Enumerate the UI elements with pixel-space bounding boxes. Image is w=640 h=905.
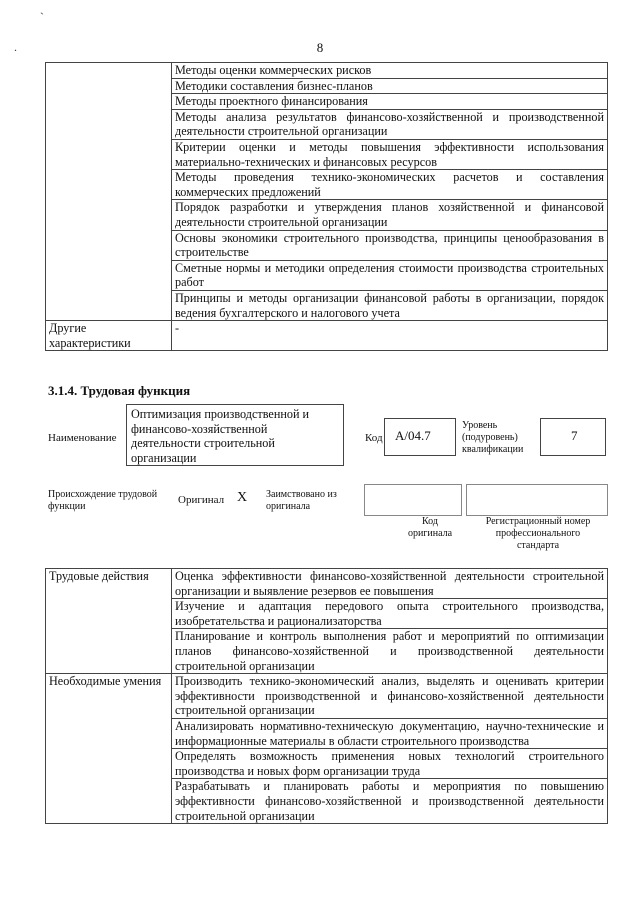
function-table bbox=[45, 568, 608, 824]
page-number: 8 bbox=[316, 40, 324, 55]
skill-row: Определять возможность применения новых технологий строительного производства и новых форм организации труда bbox=[172, 749, 608, 779]
skill-row: Разрабатывать и планировать работы и мероприятия по повышению эффективности финансово-хозяйственной и производственной деятельности строительной организации bbox=[172, 779, 608, 824]
action-row: Планирование и контроль выполнения работ и мероприятий по оптимизации планов финансово-хозяйственной и производственной деятельности строительной организации bbox=[172, 629, 608, 674]
code-box: A/04.7 bbox=[384, 418, 456, 456]
knowledge-table bbox=[45, 62, 608, 351]
skill-row: Производить технико-экономический анализ, выделять и оценивать критерии эффективности производственной и финансово-хозяйственной деятельности строительной организации bbox=[172, 674, 608, 719]
knowledge-row: Методы анализа результатов финансово-хозяйственной и производственной деятельности строительной организации bbox=[172, 109, 608, 139]
knowledge-row: Методы проведения технико-экономических расчетов и составления коммерческих предложений bbox=[172, 170, 608, 200]
knowledge-row: Критерии оценки и методы повышения эффективности использования материально-технических и финансовых ресурсов bbox=[172, 139, 608, 169]
original-code-box bbox=[364, 484, 462, 516]
action-row: Оценка эффективности финансово-хозяйственной деятельности строительной организации и выявление резервов ее повышения bbox=[172, 569, 608, 599]
knowledge-row: Методики составления бизнес-планов bbox=[172, 78, 608, 94]
scan-dot: . bbox=[14, 40, 17, 54]
original-label: Оригинал bbox=[178, 494, 225, 506]
reg-number-box bbox=[466, 484, 608, 516]
section-title: 3.1.4. Трудовая функция bbox=[48, 383, 191, 398]
other-characteristics-value: - bbox=[172, 321, 608, 351]
skill-row: Анализировать нормативно-техническую документацию, научно-технические и информационные материалы в области строительного производства bbox=[172, 718, 608, 748]
action-row: Изучение и адаптация передового опыта строительного производства, изобретательства и рационализаторства bbox=[172, 599, 608, 629]
code-caption: Код оригинала bbox=[407, 516, 453, 539]
level-box: 7 bbox=[540, 418, 606, 456]
code-label: Код bbox=[365, 432, 383, 444]
knowledge-row: Методы проектного финансирования bbox=[172, 94, 608, 110]
reg-caption: Регистрационный номер профессионального стандарта bbox=[485, 516, 591, 551]
skills-label: Необходимые умения bbox=[46, 674, 172, 824]
knowledge-row: Порядок разработки и утверждения планов хозяйственной и финансовой деятельности строительной организации bbox=[172, 200, 608, 230]
knowledge-row: Методы оценки коммерческих рисков bbox=[172, 63, 608, 79]
other-characteristics-label: Другие характеристики bbox=[46, 321, 172, 351]
name-label: Наименование bbox=[48, 432, 117, 444]
actions-label: Трудовые действия bbox=[46, 569, 172, 674]
knowledge-row: Основы экономики строительного производства, принципы ценообразования в строительстве bbox=[172, 230, 608, 260]
knowledge-label-cell bbox=[46, 63, 172, 321]
knowledge-row: Сметные нормы и методики определения стоимости производства строительных работ bbox=[172, 260, 608, 290]
original-mark: X bbox=[237, 490, 248, 505]
origin-label: Происхождение трудовой функции bbox=[48, 489, 158, 512]
function-name-box: Оптимизация производственной и финансово-хозяйственной деятельности строительной организации bbox=[126, 404, 344, 466]
knowledge-row: Принципы и методы организации финансовой работы в организации, порядок ведения бухгалтерского и налогового учета bbox=[172, 290, 608, 320]
scan-mark: ` bbox=[40, 10, 44, 24]
level-label: Уровень (подуровень) квалификации bbox=[462, 420, 524, 455]
borrowed-label: Заимствовано из оригинала bbox=[266, 489, 337, 512]
